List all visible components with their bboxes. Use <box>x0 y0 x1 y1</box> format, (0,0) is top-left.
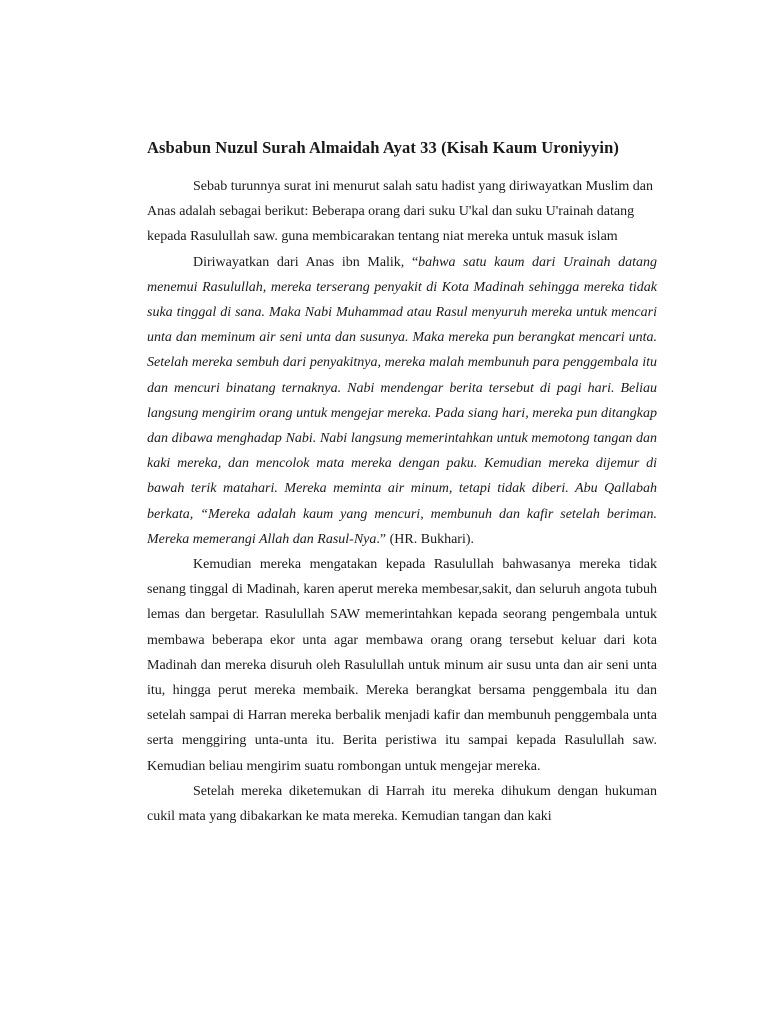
hadith-quote: bahwa satu kaum dari Urainah datang menemui Rasulullah, mereka terserang penyakit di Kota Madinah sehingga mereka tidak suka tinggal di sana. Maka Nabi Muhammad atau Rasul menyuruh mereka untuk mencari unta dan meminum air seni unta dan susunya. Maka mereka pun berangkat mencari unta. Setelah mereka sembuh dari penyakitnya, mereka malah membunuh para penggembala itu dan mencuri binatang ternaknya. Nabi mendengar berita tersebut di pagi hari. Beliau langsung mengirim orang untuk mengejar mereka. Pada siang hari, mereka pun ditangkap dan dibawa menghadap Nabi. Nabi langsung memerintahkan untuk memotong tangan dan kaki mereka, dan mencolok mata mereka dengan paku. Kemudian mereka dijemur di bawah terik matahari. Mereka meminta air minum, tetapi tidak diberi. Abu Qallabah berkata, “Mereka adalah kaum yang mencuri, membunuh dan kafir setelah beriman. Mereka memerangi Allah dan Rasul-Nya <box>147 254 657 547</box>
document-body <box>147 136 657 829</box>
paragraph-2 <box>147 250 657 552</box>
hadith-source: (HR. Bukhari). <box>386 531 475 547</box>
document-title: Asbabun Nuzul Surah Almaidah Ayat 33 (Kisah Kaum Uroniyyin) <box>147 138 619 157</box>
paragraph-3: Kemudian mereka mengatakan kepada Rasulullah bahwasanya mereka tidak senang tinggal di Madinah, karen aperut mereka membesar,sakit, dan seluruh angota tubuh lemas dan bergetar. Rasulullah SAW memerintahkan kepada seorang pengembala untuk membawa beberapa ekor unta agar membawa orang orang tersebut keluar dari kota Madinah dan mereka disuruh oleh Rasulullah untuk minum air susu unta dan air seni unta itu, hingga perut mereka membaik. Mereka berangkat bersama penggembala itu dan setelah sampai di Harran mereka berbalik menjadi kafir dan membunuh penggembala unta serta menggiring unta-unta itu. Berita peristiwa itu sampai kepada Rasulullah saw. Kemudian beliau mengirim suatu rombongan untuk mengejar mereka. <box>147 557 657 774</box>
quote-open-mark: “ <box>411 254 419 270</box>
paragraph-1: Sebab turunnya surat ini menurut salah satu hadist yang diriwayatkan Muslim dan Anas adalah sebagai berikut: Beberapa orang dari suku U'kal dan suku U'rainah datang kepada Rasulullah saw. guna membicarakan tentang niat mereka untuk masuk islam <box>147 179 653 245</box>
paragraph-2-intro: Diriwayatkan dari Anas ibn Malik, <box>193 254 412 270</box>
paragraph-4: Setelah mereka diketemukan di Harrah itu mereka dihukum dengan hukuman cukil mata yang dibakarkan ke mata mereka. Kemudian tangan dan kaki <box>147 783 657 825</box>
quote-close-mark: .” <box>376 531 387 547</box>
